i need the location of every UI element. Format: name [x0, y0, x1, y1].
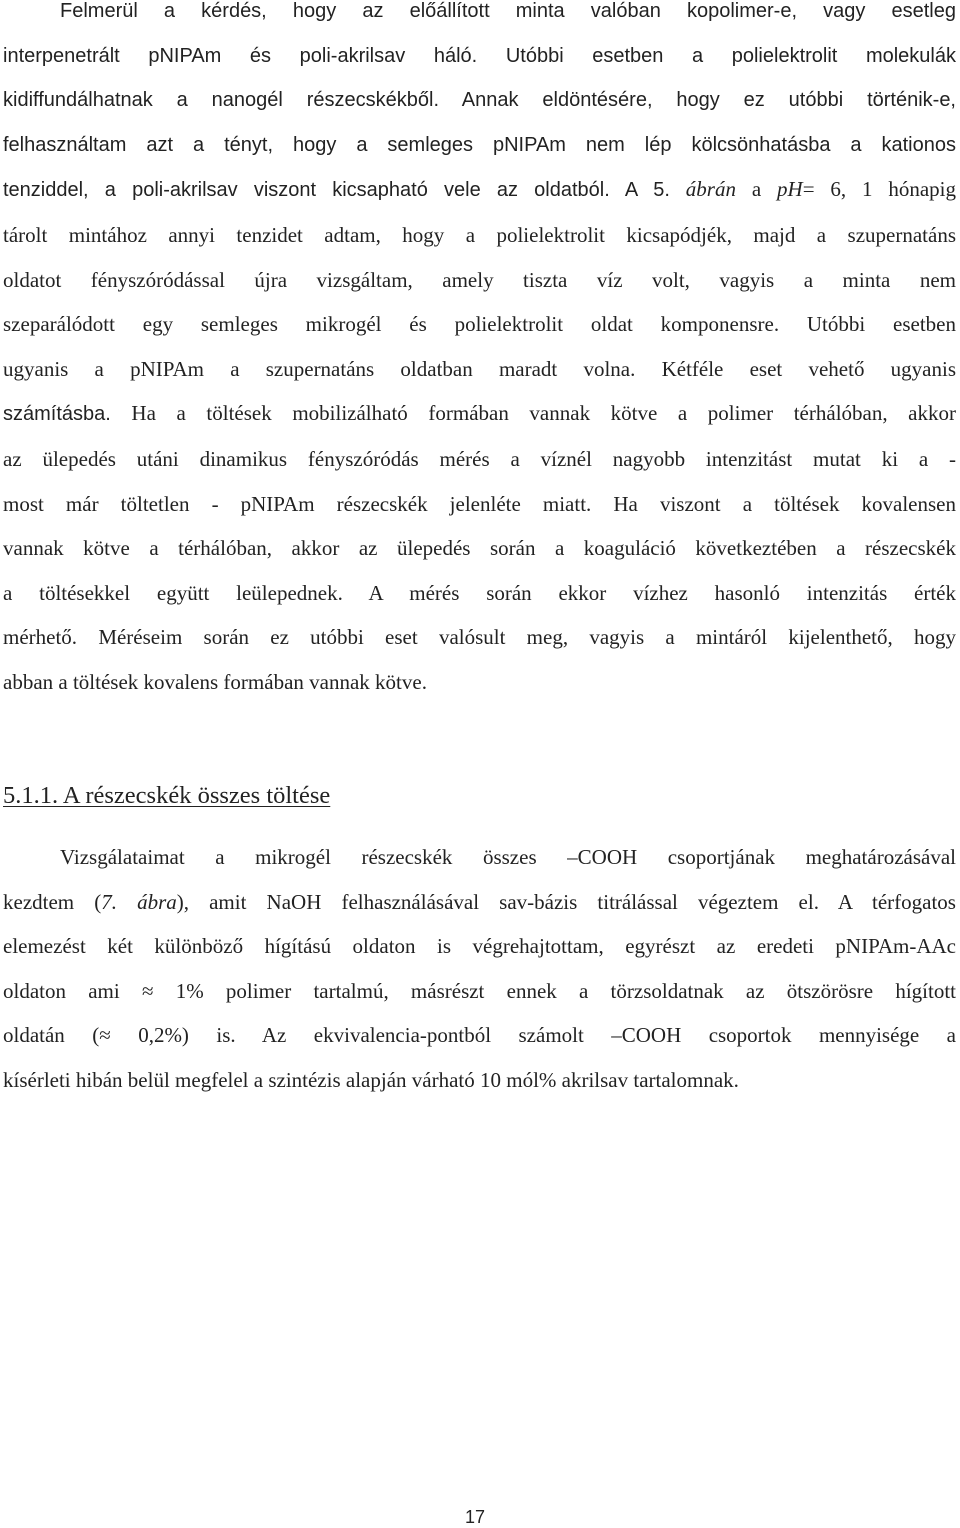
text-segment: tenziddel, a poli-akrilsav viszont kicsapható vele az oldatból. A 5.	[3, 179, 670, 202]
text-line: elemezést két különböző hígítású oldaton is végrehajtottam, egyrészt az eredeti pNIPAm-AAc	[3, 934, 956, 959]
text-segment: Méréseim során ez utóbbi eset valósult meg, vagyis a mintáról kijelenthető, hogy	[98, 625, 956, 650]
page-number: 17	[465, 1507, 486, 1527]
text-line: az ülepedés utáni dinamikus fényszóródás mérés a víznél nagyobb intenzitást mutat ki a -	[3, 446, 956, 471]
section-heading: 5.1.1. A részecskék összes töltése	[3, 782, 331, 809]
figure-reference: ábrán	[685, 177, 736, 202]
text-line: tárolt mintához annyi tenzidet adtam, hogy a polielektrolit kicsapódjék, majd a szupernatáns	[3, 222, 956, 247]
text-segment: Ha a töltések mobilizálható formában vannak kötve a polimer térhálóban, akkor	[131, 401, 956, 426]
text-line	[3, 391, 956, 437]
text-line: abban a töltések kovalens formában vannak kötve.	[3, 669, 427, 694]
text-line: oldatán (≈ 0,2%) is. Az ekvivalencia-pontból számolt –COOH csoportok mennyisége a	[3, 1023, 956, 1048]
text-segment: Ha viszont a töltések kovalensen	[613, 491, 956, 516]
text-line: szeparálódott egy semleges mikrogél és polielektrolit oldat komponensre. Utóbbi esetben	[3, 312, 956, 337]
text-line	[3, 167, 956, 213]
text-line: a töltésekkel együtt leülepednek. A mérés során ekkor vízhez hasonló intenzitás érték	[3, 580, 956, 605]
ph-symbol: pH	[777, 177, 803, 202]
text-segment: ), amit NaOH felhasználásával sav-bázis titrálással végeztem el. A térfogatos	[176, 889, 956, 914]
text-segment: most már töltetlen - pNIPAm részecskék jelenléte miatt.	[3, 491, 592, 516]
text-line: Vizsgálataimat a mikrogél részecskék összes –COOH csoportjának meghatározásával	[60, 845, 956, 869]
text-line: vannak kötve a térhálóban, akkor az ülepedés során a koaguláció következtében a részecskék	[3, 536, 956, 561]
text-line	[3, 482, 956, 527]
figure-reference: 7. ábra	[101, 889, 177, 914]
text-segment: mérhető.	[3, 625, 78, 650]
text-line	[3, 880, 956, 925]
text-line: oldaton ami ≈ 1% polimer tartalmú, másrészt ennek a törzsoldatnak az ötszörösre hígított	[3, 978, 956, 1003]
text-line: kísérleti hibán belül megfelel a szintézis alapján várható 10 mól% akrilsav tartalomnak.	[3, 1067, 739, 1092]
text-line: oldatot fényszóródással újra vizsgáltam, amely tiszta víz volt, vagyis a minta nem	[3, 267, 956, 292]
text-segment: a	[751, 177, 762, 202]
text-line	[3, 615, 956, 660]
text-line: Felmerül a kérdés, hogy az előállított minta valóban kopolimer-e, vagy esetleg	[60, 0, 956, 22]
paragraph-total-charge	[3, 835, 956, 1103]
text-line: felhasználtam azt a tényt, hogy a semleges pNIPAm nem lép kölcsönhatásba a kationos	[3, 133, 956, 156]
text-line: ugyanis a pNIPAm a szupernatáns oldatban maradt volna. Kétféle eset vehető ugyanis	[3, 356, 956, 381]
text-segment: számításba.	[3, 403, 111, 426]
text-line: kidiffundálhatnak a nanogél részecskékből. Annak eldöntésére, hogy ez utóbbi történik-e,	[3, 89, 956, 112]
text-segment: = 6, 1 hónapig	[802, 177, 957, 202]
paragraph-copolymer-discussion	[3, 0, 956, 705]
text-segment: kezdtem (	[3, 889, 102, 914]
text-line: interpenetrált pNIPAm és poli-akrilsav háló. Utóbbi esetben a polielektrolit molekulák	[3, 44, 956, 67]
